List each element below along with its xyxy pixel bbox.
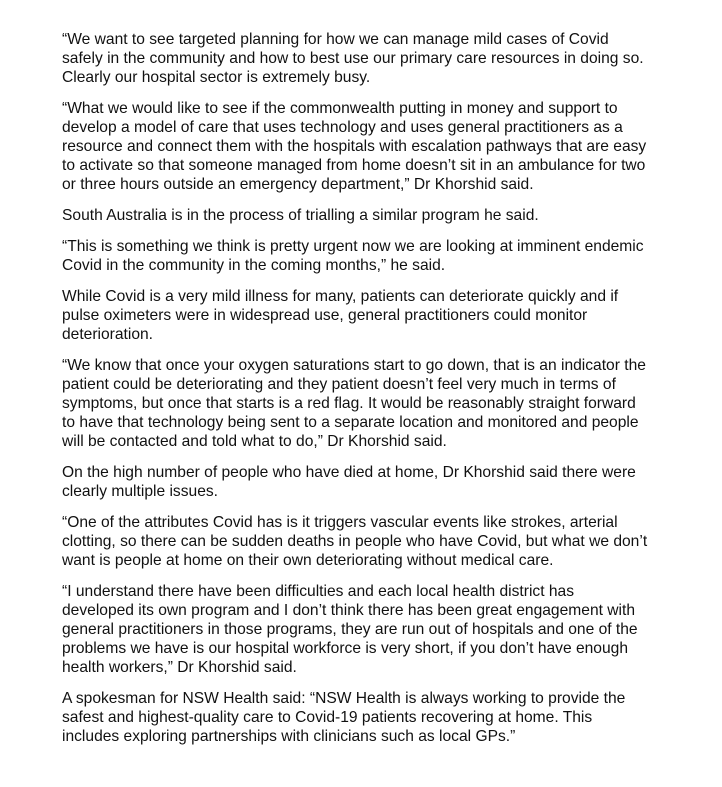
paragraph-3: South Australia is in the process of trialling a similar program he said. [62,207,539,224]
paragraph-9: “I understand there have been difficulties and each local health district has developed its own program and I don’t think there has been great engagement with general practitioners in those programs, they are run out of hospitals and one of the problems we have is our hospital workforce is very short, if you don’t have enough health workers,” Dr Khorshid said. [62,583,638,676]
paragraph-7: On the high number of people who have died at home, Dr Khorshid said there were clearly multiple issues. [62,464,636,500]
paragraph-6: “We know that once your oxygen saturations start to go down, that is an indicator the patient could be deteriorating and they patient doesn’t feel very much in terms of symptoms, but once that starts is a red flag. It would be reasonably straight forward to have that technology being sent to a separate location and monitored and people will be contacted and told what to do,” Dr Khorshid said. [62,357,646,450]
paragraph-1: “We want to see targeted planning for how we can manage mild cases of Covid safely in the community and how to best use our primary care resources in doing so. Clearly our hospital sector is extremely busy. [62,31,644,86]
document-body [62,30,672,758]
paragraph-4: “This is something we think is pretty urgent now we are looking at imminent endemic Covid in the community in the coming months,” he said. [62,238,644,274]
paragraph-10: A spokesman for NSW Health said: “NSW Health is always working to provide the safest and highest-quality care to Covid-19 patients recovering at home. This includes exploring partnerships with clinicians such as local GPs.” [62,690,626,745]
paragraph-5: While Covid is a very mild illness for many, patients can deteriorate quickly and if pulse oximeters were in widespread use, general practitioners could monitor deterioration. [62,288,619,343]
paragraph-2: “What we would like to see if the commonwealth putting in money and support to develop a model of care that uses technology and uses general practitioners as a resource and connect them with the hospitals with escalation pathways that are easy to activate so that someone managed from home doesn’t sit in an ambulance for two or three hours outside an emergency department,” Dr Khorshid said. [62,100,647,193]
paragraph-8: “One of the attributes Covid has is it triggers vascular events like strokes, arterial clotting, so there can be sudden deaths in people who have Covid, but what we don’t want is people at home on their own deteriorating without medical care. [62,514,648,569]
